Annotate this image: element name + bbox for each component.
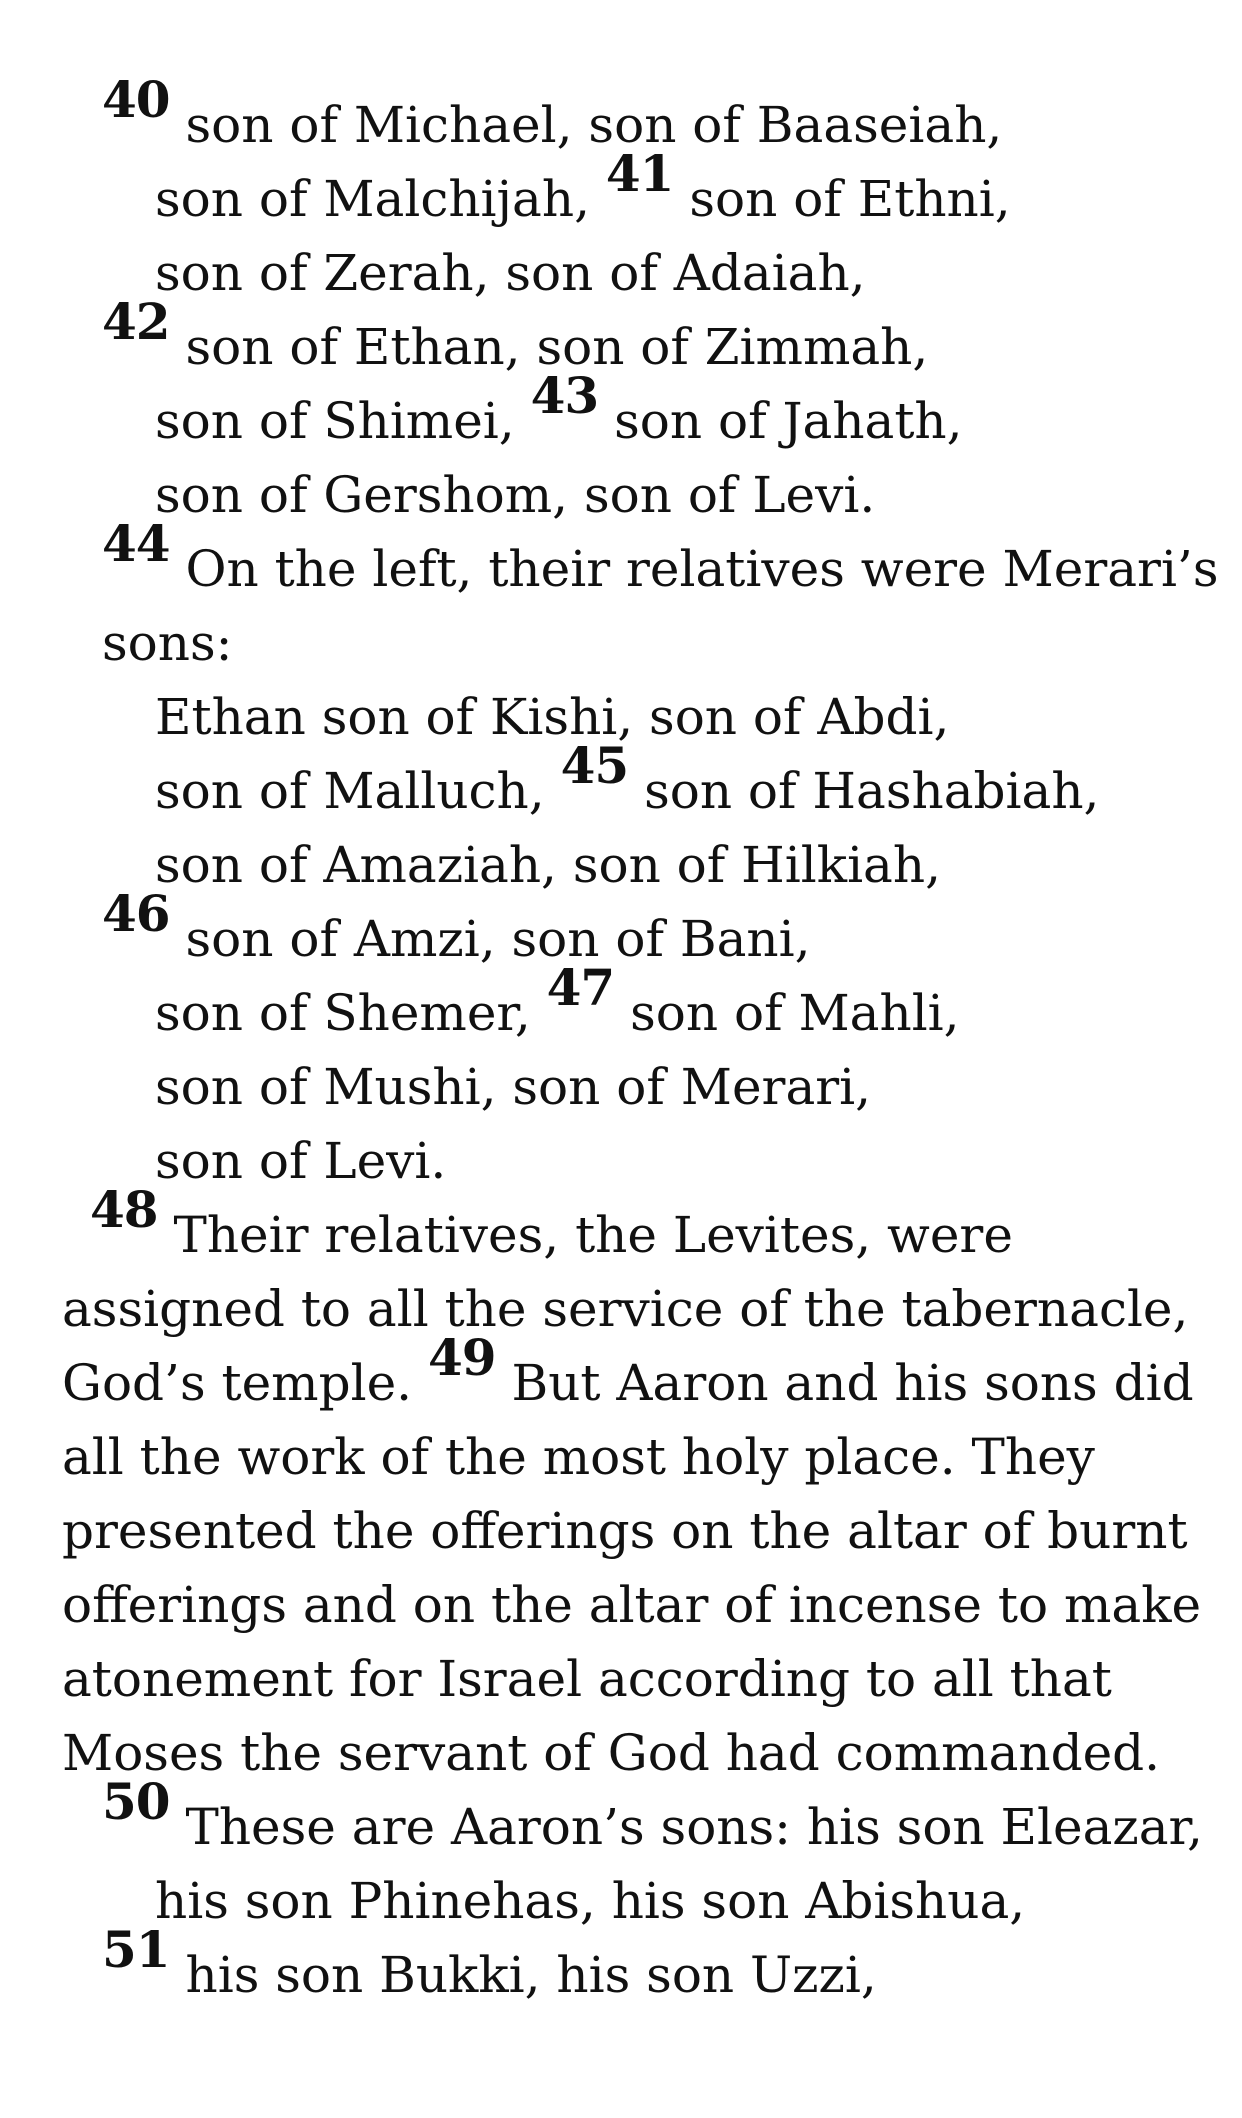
prose-line	[0, 1494, 1242, 1568]
poetry-line	[0, 736, 1242, 828]
verse-text: son of Gershom, son of Levi.	[155, 466, 876, 524]
verse-text: his son Phinehas, his son Abishua,	[155, 1872, 1026, 1930]
poetry-line	[0, 1864, 1242, 1938]
verse-number-43: 43	[530, 366, 599, 425]
verse-number-40: 40	[102, 70, 170, 129]
verse-number-45: 45	[560, 736, 629, 795]
verse-number-41: 41	[605, 144, 674, 203]
poetry-line	[0, 366, 1242, 458]
poetry-line-verse-42	[0, 292, 1242, 384]
poetry-line	[0, 144, 1242, 236]
prose-line	[0, 1642, 1242, 1716]
verse-text: sons:	[102, 614, 233, 672]
verse-number-48: 48	[90, 1180, 158, 1239]
verse-text: son of Jahath,	[614, 392, 963, 450]
verse-text: son of Levi.	[155, 1132, 447, 1190]
verse-text: presented the offerings on the altar of burnt	[62, 1502, 1188, 1560]
verse-text: son of Mushi, son of Merari,	[155, 1058, 872, 1116]
poetry-line	[0, 1050, 1242, 1124]
verse-text: all the work of the most holy place. They	[62, 1428, 1095, 1486]
verse-number-46: 46	[102, 884, 170, 943]
verse-number-49: 49	[427, 1328, 496, 1387]
poetry-line-verse-50	[0, 1772, 1242, 1864]
verse-text: son of Ethan, son of Zimmah,	[185, 318, 929, 376]
poetry-line	[0, 236, 1242, 310]
verse-text: But Aaron and his sons did	[511, 1354, 1194, 1412]
poetry-line	[0, 958, 1242, 1050]
verse-text: son of Mahli,	[630, 984, 960, 1042]
poetry-line-wrap	[0, 606, 1242, 680]
prose-line	[0, 1568, 1242, 1642]
poetry-line-verse-44	[0, 514, 1242, 606]
poetry-line-verse-46	[0, 884, 1242, 976]
verse-text: son of Shemer,	[155, 984, 531, 1042]
verse-text: offerings and on the altar of incense to make	[62, 1576, 1202, 1634]
verse-text: son of Shimei,	[155, 392, 515, 450]
verse-text: his son Bukki, his son Uzzi,	[185, 1946, 877, 2004]
verse-text: On the left, their relatives were Merari’s	[185, 540, 1219, 598]
poetry-line	[0, 828, 1242, 902]
verse-number-47: 47	[546, 958, 615, 1017]
poetry-line	[0, 458, 1242, 532]
poetry-line-verse-51	[0, 1920, 1242, 2012]
poetry-line	[0, 1124, 1242, 1198]
verse-text: son of Michael, son of Baaseiah,	[185, 96, 1003, 154]
prose-line	[0, 1328, 1242, 1420]
verse-number-44: 44	[102, 514, 170, 573]
prose-line	[0, 1716, 1242, 1790]
prose-line	[0, 1272, 1242, 1346]
verse-text: Moses the servant of God had commanded.	[62, 1724, 1161, 1782]
verse-number-42: 42	[102, 292, 170, 351]
verse-text: assigned to all the service of the tabernacle,	[62, 1280, 1189, 1338]
verse-text: son of Ethni,	[689, 170, 1011, 228]
verse-text: Their relatives, the Levites, were	[173, 1206, 1013, 1264]
prose-line-verse-48	[0, 1180, 1242, 1272]
verse-text: son of Malchijah,	[155, 170, 590, 228]
verse-text: atonement for Israel according to all that	[62, 1650, 1112, 1708]
verse-text: son of Amzi, son of Bani,	[185, 910, 811, 968]
verse-text: son of Malluch,	[155, 762, 545, 820]
verse-text: son of Amaziah, son of Hilkiah,	[155, 836, 941, 894]
verse-number-51: 51	[102, 1920, 170, 1979]
verse-number-50: 50	[102, 1772, 170, 1831]
verse-text: son of Zerah, son of Adaiah,	[155, 244, 866, 302]
verse-text: son of Hashabiah,	[644, 762, 1100, 820]
verse-text: God’s temple.	[62, 1354, 413, 1412]
verse-text: These are Aaron’s sons: his son Eleazar,	[185, 1798, 1203, 1856]
verse-text: Ethan son of Kishi, son of Abdi,	[155, 688, 950, 746]
prose-line	[0, 1420, 1242, 1494]
